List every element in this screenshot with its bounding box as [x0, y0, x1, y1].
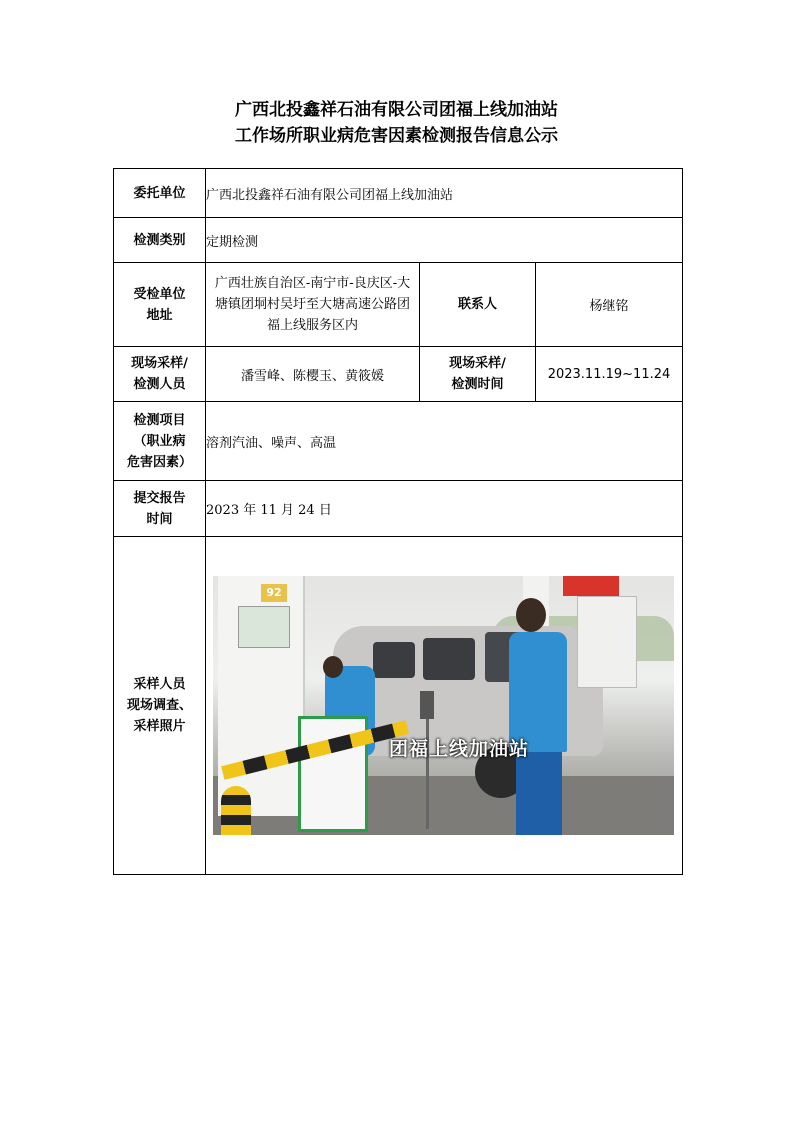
- site-photo: [213, 576, 674, 835]
- address-value: 广西壮族自治区-南宁市-良庆区-大塘镇团垌村吴圩至大塘高速公路团福上线服务区内: [206, 263, 420, 347]
- pump-display: [238, 606, 290, 648]
- worker-left-head: [323, 656, 343, 678]
- photo-caption: 团福上线加油站: [389, 738, 530, 760]
- time-value: 2023.11.19~11.24: [536, 347, 683, 402]
- time-label: 现场采样/ 检测时间: [420, 347, 536, 402]
- van-window-1: [373, 642, 415, 678]
- contact-label: 联系人: [420, 263, 536, 347]
- report-time-value: 2023 年 11 月 24 日: [206, 481, 683, 537]
- worker-right-head: [516, 598, 546, 632]
- client-label: 委托单位: [114, 169, 206, 218]
- page-title-line2: 工作场所职业病危害因素检测报告信息公示: [235, 126, 558, 146]
- report-time-label: 提交报告 时间: [114, 481, 206, 537]
- contact-value: 杨继铭: [536, 263, 683, 347]
- items-label: 检测项目 （职业病 危害因素）: [114, 402, 206, 481]
- photo-cell: [206, 537, 683, 875]
- barrier-post: [221, 786, 251, 835]
- address-label: 受检单位 地址: [114, 263, 206, 347]
- pump-sign: 92: [261, 584, 287, 602]
- tripod-instrument: [420, 691, 434, 719]
- worker-right-legs: [516, 752, 562, 835]
- fuel-pump-right: [577, 596, 637, 688]
- pump-canopy-sign: [563, 576, 619, 596]
- client-value: 广西北投鑫祥石油有限公司团福上线加油站: [206, 169, 683, 218]
- items-value: 溶剂汽油、噪声、高温: [206, 402, 683, 481]
- photo-label: 采样人员 现场调查、 采样照片: [114, 537, 206, 875]
- page-title-line1: 广西北投鑫祥石油有限公司团福上线加油站: [235, 100, 558, 120]
- type-value: 定期检测: [206, 218, 683, 263]
- staff-label: 现场采样/ 检测人员: [114, 347, 206, 402]
- van-window-2: [423, 638, 475, 680]
- info-table: [113, 168, 683, 875]
- staff-value: 潘雪峰、陈樱玉、黄筱媛: [206, 347, 420, 402]
- type-label: 检测类别: [114, 218, 206, 263]
